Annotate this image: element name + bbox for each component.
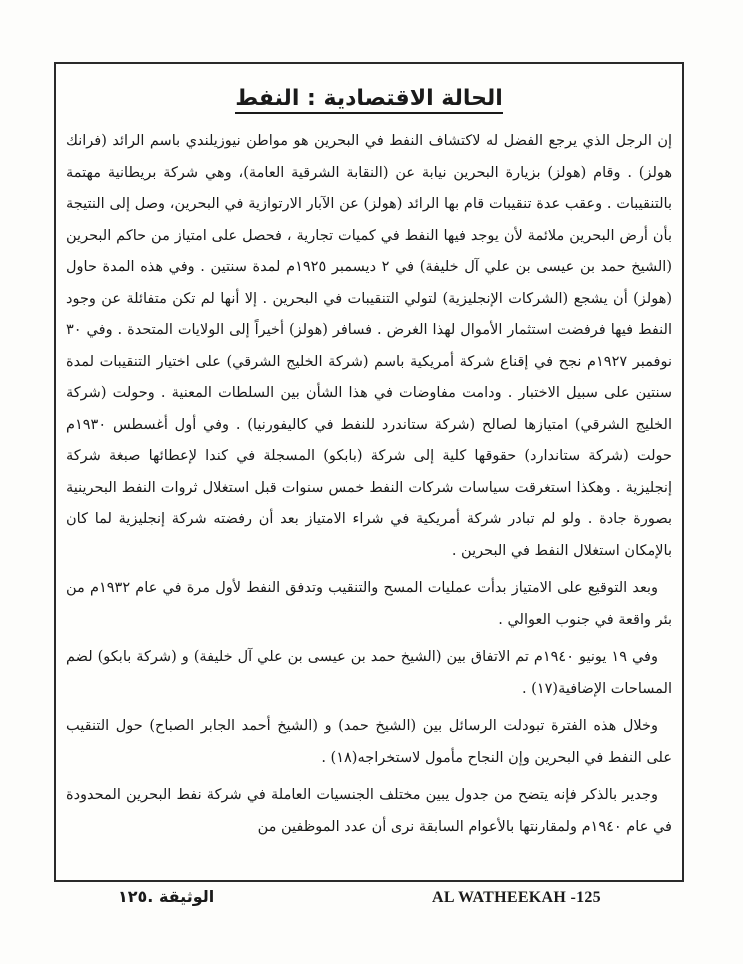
page-footer-latin: AL WATHEEKAH -125 xyxy=(432,889,601,906)
paragraph-5: وجدير بالذكر فإنه يتضح من جدول يبين مختلف الجنسيات العاملة في شركة نفط البحرين المحدودة في عام ١٩٤٠م ولمقارنتها بالأعوام السابقة نرى أن عدد الموظفين من xyxy=(66,787,672,835)
paragraph-3: وفي ١٩ يونيو ١٩٤٠م تم الاتفاق بين (الشيخ حمد بن عيسى بن علي آل خليفة) و (شركة بابكو) لضم المساحات الإضافية(١٧) . xyxy=(66,649,672,697)
section-title xyxy=(56,84,682,114)
paragraph-4: وخلال هذه الفترة تبودلت الرسائل بين (الشيخ حمد) و (الشيخ أحمد الجابر الصباح) حول التنقيب على النفط في البحرين وإن النجاح مأمول لاستخراجه(١٨) . xyxy=(66,718,672,766)
page-frame xyxy=(54,62,684,882)
section-title-text: الحالة الاقتصادية : النفط xyxy=(235,86,503,114)
paragraph-1: إن الرجل الذي يرجع الفضل له لاكتشاف النفط في البحرين هو مواطن نيوزيلندي باسم الرائد (فرانك هولز) . وقام (هولز) بزيارة البحرين نيابة عن (النقابة الشرقية العامة)، وهي شركة بريطانية مهتمة بالتنقيبات . وعقب عدة تنقيبات قام بها الرائد (هولز) عن الآبار الارتوازية في البحرين، وصل إلى النتيجة بأن أرض البحرين ملائمة لأن يوجد فيها النفط في كميات تجارية ، فحصل على امتياز من حاكم البحرين (الشيخ حمد بن عيسى بن علي آل خليفة) في ٢ ديسمبر ١٩٢٥م لمدة سنتين . وفي هذه المدة حاول (هولز) أن يشجع (الشركات الإنجليزية) لتولي التنقيبات في البحرين . إلا أنها لم تكن متفائلة عن وجود النفط فيها فرفضت استثمار الأموال لهذا الغرض . فسافر (هولز) أخيراً إلى الولايات المتحدة . وفي ٣٠ نوفمبر ١٩٢٧م نجح في إقناع شركة أمريكية باسم (شركة الخليج الشرقي) على اختيار التنقيبات لمدة سنتين على سبيل الاختبار . ودامت مفاوضات في هذا الشأن بين السلطات المعنية . وحولت (شركة الخليج الشرقي) امتيازها لصالح (شركة ستاندرد للنفط في كاليفورنيا) . وفي أول أغسطس ١٩٣٠م حولت (شركة ستاندارد) حقوقها كلية إلى شركة (بابكو) المسجلة في كندا لإعطائها صبغة شركة إنجليزية . وهكذا استغرقت سياسات شركات النفط خمس سنوات قبل استغلال ثروات النفط البحرينية بصورة جادة . ولو لم تبادر شركة أمريكية في شراء الامتياز بعد أن رفضته شركة إنجليزية لما كان بالإمكان استغلال النفط في البحرين . xyxy=(66,133,672,559)
page-footer-arabic: الوثيقة .١٢٥ xyxy=(118,887,215,906)
article-body xyxy=(66,126,672,849)
paragraph-2: وبعد التوقيع على الامتياز بدأت عمليات المسح والتنقيب وتدفق النفط لأول مرة في عام ١٩٣٢م من بئر واقعة في جنوب العوالي . xyxy=(66,580,672,628)
